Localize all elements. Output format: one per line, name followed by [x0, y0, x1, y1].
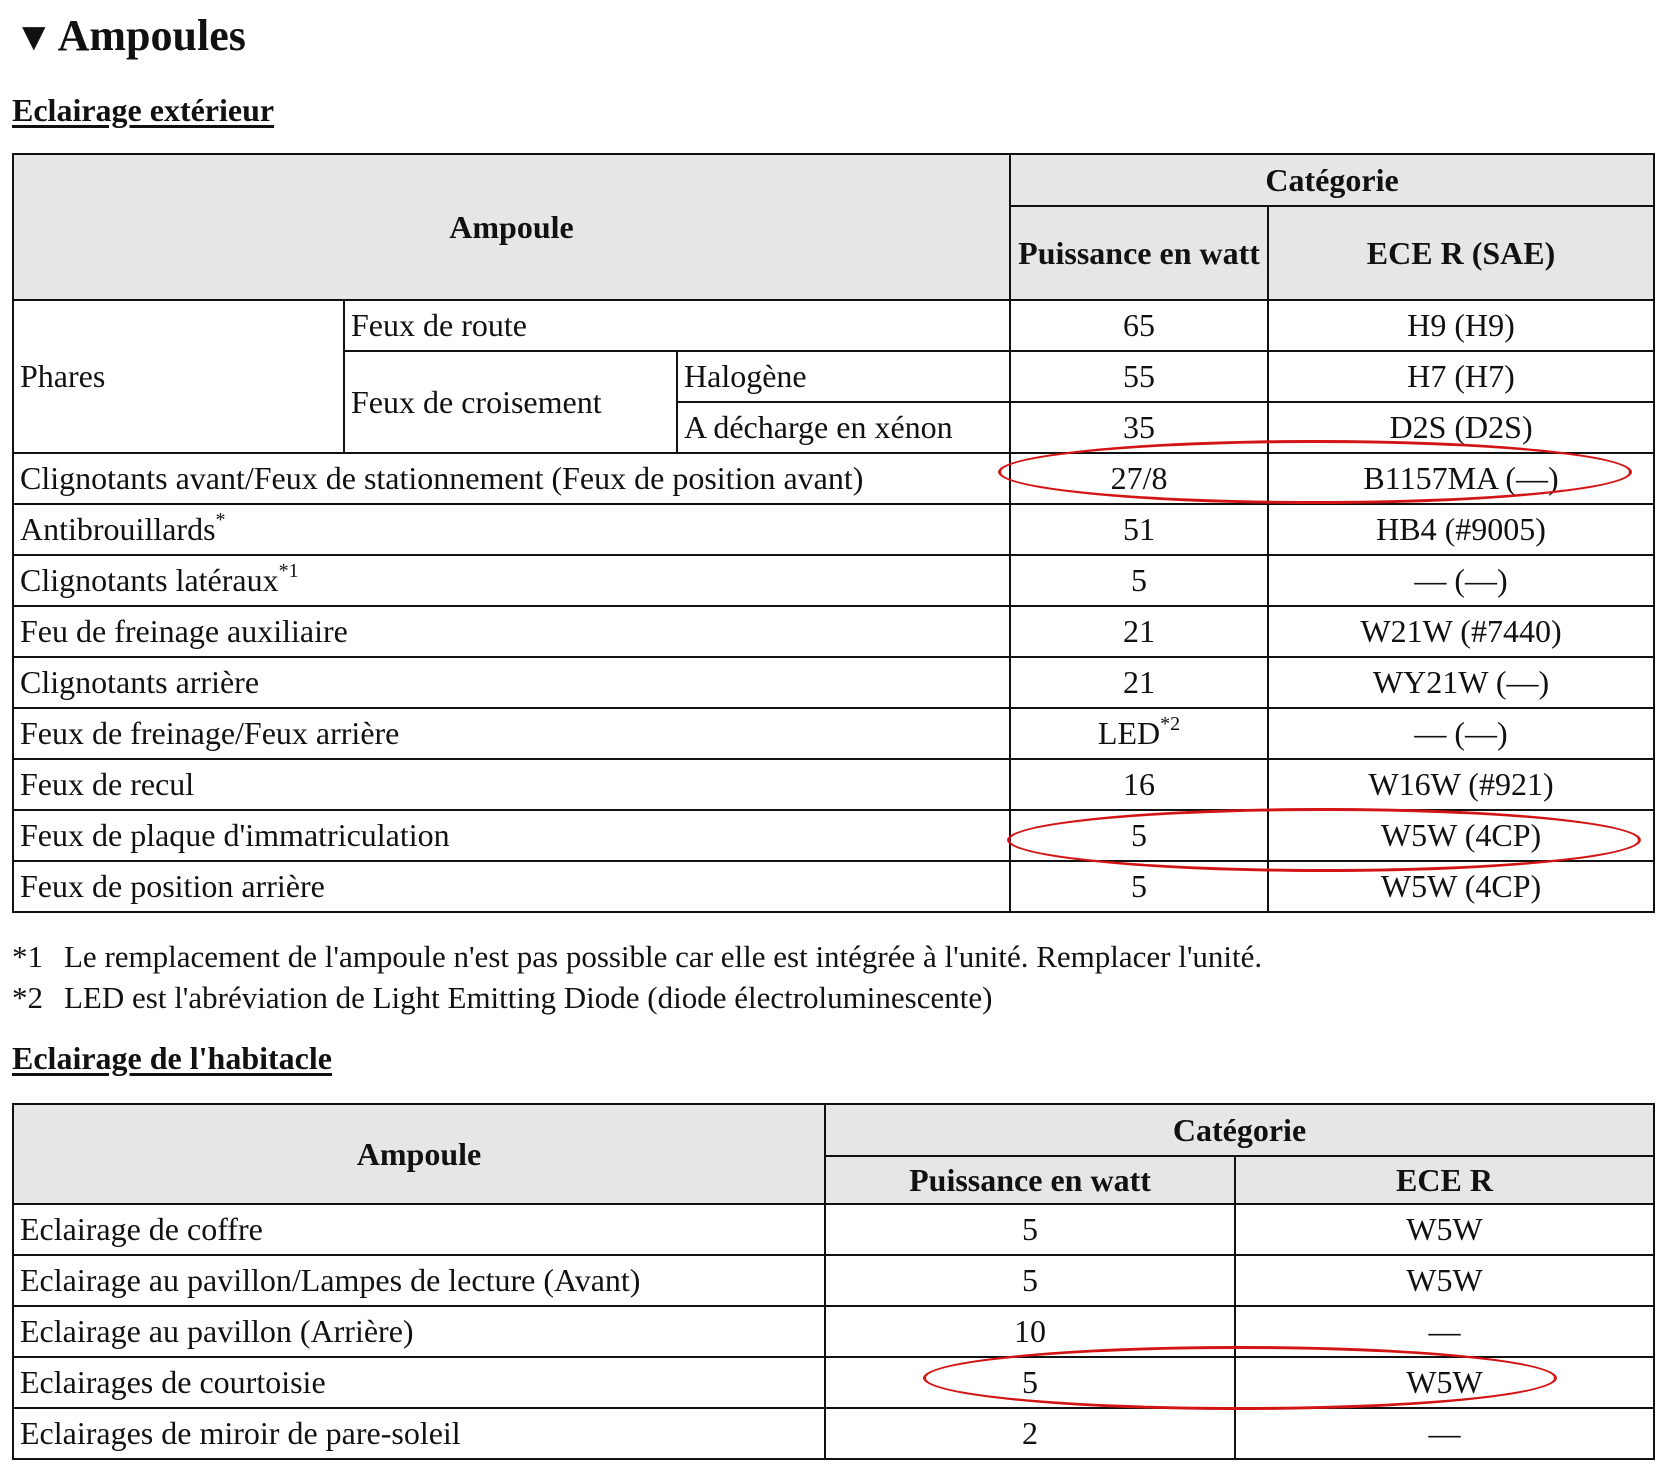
- row-ece: —: [1235, 1306, 1654, 1357]
- xenon-power: 35: [1010, 402, 1268, 453]
- row-power: 10: [825, 1306, 1235, 1357]
- header-puissance: Puissance en watt: [1010, 206, 1268, 300]
- row-ece: W5W: [1235, 1204, 1654, 1255]
- row-power: 21: [1010, 657, 1268, 708]
- interior-heading: Eclairage de l'habitacle: [12, 1040, 332, 1076]
- header-puissance: Puissance en watt: [825, 1156, 1235, 1204]
- row-label: Clignotants arrière: [13, 657, 1010, 708]
- row-label: Feux de plaque d'immatriculation: [13, 810, 1010, 861]
- table-row: [13, 1306, 1654, 1357]
- row-ece: —: [1235, 1408, 1654, 1459]
- header-ece: ECE R (SAE): [1268, 206, 1654, 300]
- row-ece: W5W (4CP): [1268, 861, 1654, 912]
- row-power: 51: [1010, 504, 1268, 555]
- xenon-label: A décharge en xénon: [677, 402, 1010, 453]
- row-power: 5: [825, 1204, 1235, 1255]
- row-label: Feu de freinage auxiliaire: [13, 606, 1010, 657]
- row-ece: HB4 (#9005): [1268, 504, 1654, 555]
- header-ampoule: Ampoule: [13, 1104, 825, 1204]
- footnote: *2 LED est l'abréviation de Light Emitting Diode (diode électroluminescente): [12, 980, 993, 1015]
- table-row: [13, 606, 1654, 657]
- row-power: 27/8: [1010, 453, 1268, 504]
- row-label: Antibrouillards*: [13, 504, 1010, 555]
- row-label: Clignotants avant/Feux de stationnement (Feux de position avant): [13, 453, 1010, 504]
- exterior-heading: Eclairage extérieur: [12, 92, 275, 128]
- header-ece: ECE R: [1235, 1156, 1654, 1204]
- table-row: [13, 555, 1654, 606]
- row-ece: B1157MA (—): [1268, 453, 1654, 504]
- table-row: [13, 861, 1654, 912]
- row-label: Feux de freinage/Feux arrière: [13, 708, 1010, 759]
- row-power: 5: [1010, 810, 1268, 861]
- croisement-label: Feux de croisement: [344, 351, 677, 453]
- table-row: [13, 453, 1654, 504]
- table-row: [13, 1255, 1654, 1306]
- header-ampoule: Ampoule: [13, 154, 1010, 300]
- table-row: [13, 657, 1654, 708]
- route-ece: H9 (H9): [1268, 300, 1654, 351]
- row-ece: W16W (#921): [1268, 759, 1654, 810]
- route-label: Feux de route: [344, 300, 1010, 351]
- interior-bulb-table: [12, 1103, 1655, 1460]
- row-power: 5: [1010, 861, 1268, 912]
- halogene-ece: H7 (H7): [1268, 351, 1654, 402]
- row-label: Eclairages de courtoisie: [13, 1357, 825, 1408]
- page-title: ▼Ampoules: [14, 11, 246, 60]
- exterior-bulb-table: [12, 153, 1655, 913]
- row-ece: W5W (4CP): [1268, 810, 1654, 861]
- phares-label: Phares: [13, 300, 344, 453]
- row-power: LED$^{*2}$: [1010, 708, 1268, 759]
- table-row: [13, 1204, 1654, 1255]
- table-row: [13, 708, 1654, 759]
- row-power: 5: [825, 1255, 1235, 1306]
- row-power: 5: [825, 1357, 1235, 1408]
- row-power: 21: [1010, 606, 1268, 657]
- table-row: [13, 1408, 1654, 1459]
- table-row: [13, 1357, 1654, 1408]
- row-label: Eclairage au pavillon (Arrière): [13, 1306, 825, 1357]
- row-ece: WY21W (—): [1268, 657, 1654, 708]
- footnotes: [12, 936, 1262, 1018]
- row-label: Clignotants latéraux$^{*1}$: [13, 555, 1010, 606]
- row-power: 16: [1010, 759, 1268, 810]
- table-row: [13, 810, 1654, 861]
- row-ece: W5W: [1235, 1357, 1654, 1408]
- row-power: 2: [825, 1408, 1235, 1459]
- row-ece: — (—): [1268, 708, 1654, 759]
- halogene-label: Halogène: [677, 351, 1010, 402]
- row-power: 5: [1010, 555, 1268, 606]
- row-label: Feux de position arrière: [13, 861, 1010, 912]
- header-categorie: Catégorie: [825, 1104, 1654, 1156]
- footnote: *1 Le remplacement de l'ampoule n'est pas possible car elle est intégrée à l'unité. Remplacer l'unité.: [12, 939, 1263, 974]
- row-ece: W5W: [1235, 1255, 1654, 1306]
- row-ece: W21W (#7440): [1268, 606, 1654, 657]
- row-label: Eclairage de coffre: [13, 1204, 825, 1255]
- route-power: 65: [1010, 300, 1268, 351]
- header-categorie: Catégorie: [1010, 154, 1654, 206]
- triangle-down-icon: ▼: [14, 14, 54, 59]
- row-label: Feux de recul: [13, 759, 1010, 810]
- row-ece: — (—): [1268, 555, 1654, 606]
- table-row: [13, 759, 1654, 810]
- xenon-ece: D2S (D2S): [1268, 402, 1654, 453]
- row-label: Eclairage au pavillon/Lampes de lecture (Avant): [13, 1255, 825, 1306]
- table-row: [13, 504, 1654, 555]
- row-label: Eclairages de miroir de pare-soleil: [13, 1408, 825, 1459]
- halogene-power: 55: [1010, 351, 1268, 402]
